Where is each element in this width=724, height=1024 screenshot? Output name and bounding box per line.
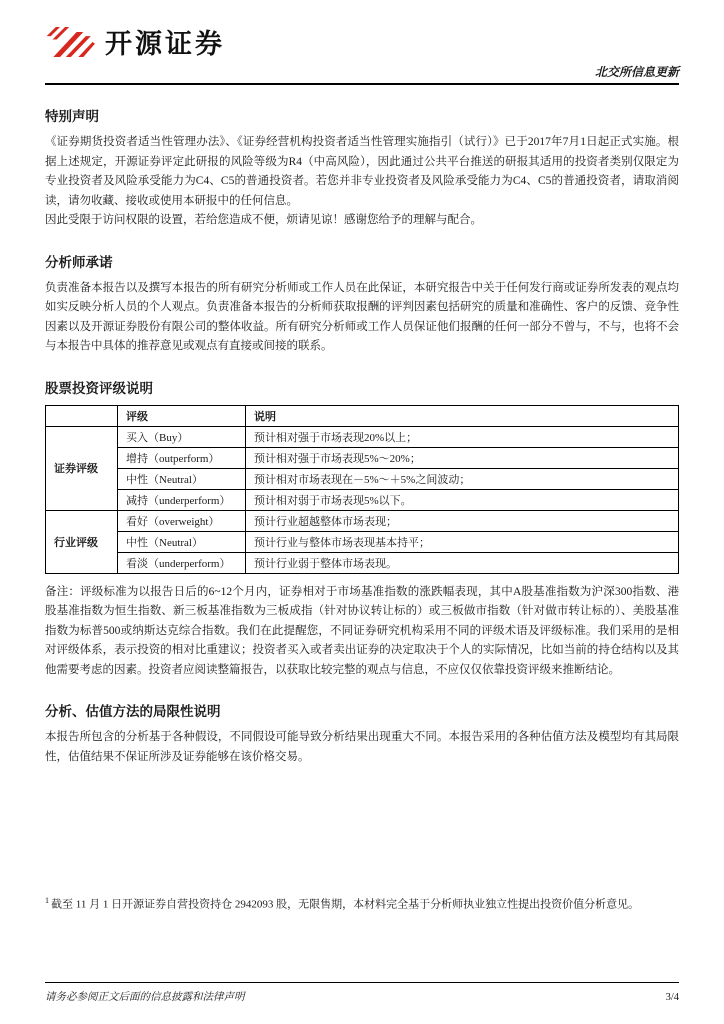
section-title: 分析、估值方法的局限性说明: [45, 704, 221, 719]
document-body: [0, 105, 724, 767]
description-cell: 预计相对弱于市场表现5%以下。: [246, 489, 679, 510]
kaiyuan-securities-logo-icon: [45, 24, 95, 60]
rating-cell: 中性（Neutral）: [118, 468, 246, 489]
report-header: [0, 0, 724, 85]
description-cell: 预计相对市场表现在－5%～＋5%之间波动；: [246, 468, 679, 489]
page-number: 3/4: [665, 992, 679, 1003]
header-divider: [45, 83, 679, 85]
table-row: [46, 531, 679, 552]
limitations-paragraph: 本报告所包含的分析基于各种假设，不同假设可能导致分析结果出现重大不同。本报告采用的各种估值方法及模型均有其局限性，估值结果不保证所涉及证券能够在该价格交易。: [45, 731, 679, 763]
rating-cell: 减持（underperform）: [118, 489, 246, 510]
brand-logo: [45, 22, 679, 61]
section-title: 股票投资评级说明: [45, 380, 153, 396]
section-analyst-commitment: [45, 251, 679, 357]
footer-disclaimer: 请务必参阅正文后面的信息披露和法律声明: [45, 992, 245, 1003]
description-cell: 预计行业弱于整体市场表现。: [246, 552, 679, 573]
footnote-text: 截至 11 月 1 日开源证券自营投资持仓 2942093 股，无限售期，本材料完全基于分析师执业独立性提出投资价值分析意见。: [51, 898, 640, 911]
section-title: 分析师承诺: [45, 254, 113, 270]
section-limitations: [45, 700, 679, 767]
table-row: [46, 426, 679, 447]
rating-cell: 看淡（underperform）: [118, 552, 246, 573]
table-row: [46, 489, 679, 510]
header-cell-description: 说明: [246, 405, 679, 426]
section-title: 特别声明: [45, 109, 99, 124]
group-cell-industry: 行业评级: [46, 510, 118, 573]
description-cell: 预计行业超越整体市场表现；: [246, 510, 679, 531]
description-cell: 预计相对强于市场表现20%以上；: [246, 426, 679, 447]
description-cell: 预计行业与整体市场表现基本持平；: [246, 531, 679, 552]
rating-table: [45, 405, 679, 574]
table-row: [46, 447, 679, 468]
table-row: [46, 552, 679, 573]
table-row: [46, 468, 679, 489]
table-row: [46, 510, 679, 531]
footnote-marker: 1: [45, 896, 49, 905]
table-header-row: [46, 405, 679, 426]
description-cell: 预计相对强于市场表现5%～20%；: [246, 447, 679, 468]
commitment-paragraph: 负责准备本报告以及撰写本报告的所有研究分析师或工作人员在此保证，本研究报告中关于任何发行商或证券所发表的观点均如实反映分析人员的个人观点。负责准备本报告的分析师获取报酬的评判因素包括研究的质量和准确性、客户的反馈、竞争性因素以及开源证券股份有限公司的整体收益。所有研究分析师或工作人员保证他们报酬的任何一部分不曾与，不与，也将不会与本报告中具体的推荐意见或观点有直接或间接的联系。: [45, 281, 679, 352]
header-cell-rating: 评级: [118, 405, 246, 426]
header-cell-empty: [46, 405, 118, 426]
section-rating-explanation: [45, 377, 679, 681]
group-cell-securities: 证券评级: [46, 426, 118, 510]
logo-text: 开源证券: [105, 29, 225, 59]
rating-cell: 中性（Neutral）: [118, 531, 246, 552]
section-special-statement: [45, 105, 679, 231]
report-type-label: 北交所信息更新: [594, 65, 679, 79]
rating-note: 备注：评级标准为以报告日后的6~12个月内，证券相对于市场基准指数的涨跌幅表现，其中A股基准指数为沪深300指数、港股基准指数为恒生指数、新三板基准指数为三板成指（针对协议转让标的）或三板做市指数（针对做市转让标的）、美股基准指数为标普500或纳斯达克综合指数。我们在此提醒您，不同证券研究机构采用不同的评级术语及评级标准。我们采用的是相对评级体系，表示投资的相对比重建议；投资者买入或者卖出证券的决定取决于个人的实际情况，比如当前的持仓结构以及其他需要考虑的因素。投资者应阅读整篇报告，以获取比较完整的观点与信息，不应仅仅依靠投资评级来推断结论。: [45, 585, 679, 676]
rating-cell: 增持（outperform）: [118, 447, 246, 468]
rating-cell: 买入（Buy）: [118, 426, 246, 447]
footnote: [45, 891, 679, 915]
page-footer: [45, 982, 679, 1004]
statement-paragraph: 因此受限于访问权限的设置，若给您造成不便，烦请见谅！感谢您给予的理解与配合。: [45, 214, 482, 226]
rating-cell: 看好（overweight）: [118, 510, 246, 531]
statement-paragraph: 《证券期货投资者适当性管理办法》、《证券经营机构投资者适当性管理实施指引（试行）》已于2017年7月1日起正式实施。根据上述规定，开源证券评定此研报的风险等级为R4（中高风险），因此通过公共平台推送的研报其适用的投资者类别仅限定为专业投资者及风险承受能力为C4、C5的普通投资者。若您并非专业投资者及风险承受能力为C4、C5的普通投资者，请取消阅读，请勿收藏、接收或使用本研报中的任何信息。: [45, 136, 679, 207]
